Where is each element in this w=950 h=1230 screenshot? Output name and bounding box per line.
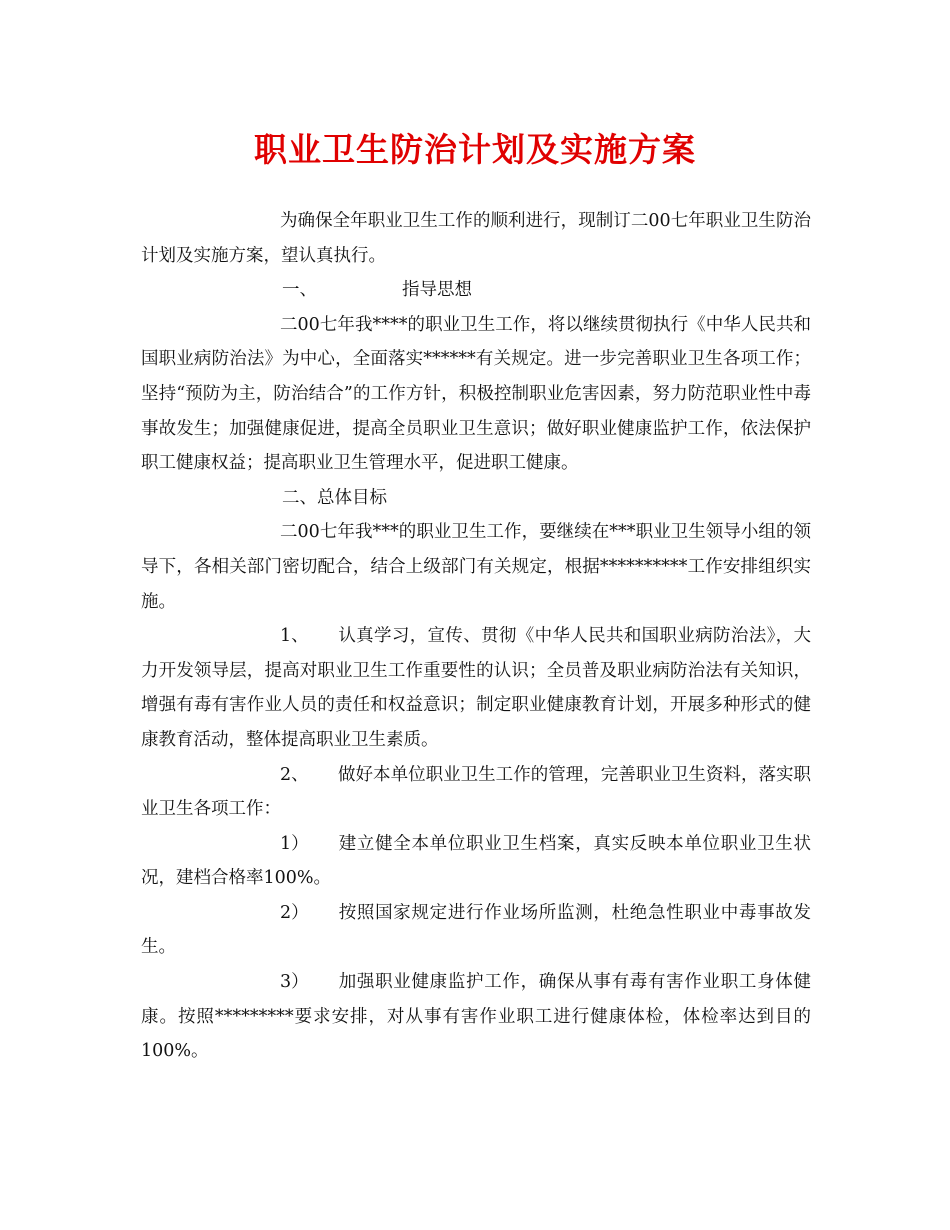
- sub-item-2: [141, 896, 811, 965]
- sub-item-3-number: 3）: [280, 972, 309, 993]
- list-item-2: [141, 758, 811, 827]
- section-1-heading: [141, 273, 811, 308]
- sub-item-1-text: 建立健全本单位职业卫生档案，真实反映本单位职业卫生状况，建档合格率100%。: [141, 833, 811, 889]
- section-2-heading: [141, 481, 811, 516]
- sub-item-2-text: 按照国家规定进行作业场所监测，杜绝急性职业中毒事故发生。: [141, 902, 811, 958]
- list-item-1-text: 认真学习，宣传、贯彻《中华人民共和国职业病防治法》，大力开发领导层，提高对职业卫生工作重要性的认识；全员普及职业病防治法有关知识，增强有毒有害作业人员的责任和权益意识；制定职业健康教育计划，开展多种形式的健康教育活动，整体提高职业卫生素质。: [141, 626, 811, 750]
- list-item-2-text: 做好本单位职业卫生工作的管理，完善职业卫生资料，落实职业卫生各项工作：: [141, 764, 811, 820]
- intro-paragraph: 为确保全年职业卫生工作的顺利进行，现制订二00七年职业卫生防治计划及实施方案，望认真执行。: [141, 211, 811, 266]
- document-title: 职业卫生防治计划及实施方案: [254, 130, 696, 169]
- section-1-title: 指导思想: [402, 280, 472, 301]
- section-1-number: 一、: [282, 280, 317, 301]
- list-item-1-number: 1、: [280, 626, 309, 647]
- sub-item-3: [141, 965, 811, 1069]
- document-body: [141, 204, 811, 1069]
- sub-item-1-number: 1）: [280, 833, 309, 854]
- section-1-paragraph: 二00七年我****的职业卫生工作，将以继续贯彻执行《中华人民共和国职业病防治法》为中心，全面落实******有关规定。进一步完善职业卫生各项工作；坚持“预防为主，防治结合”的工作方针，积极控制职业危害因素，努力防范职业性中毒事故发生；加强健康促进，提高全员职业卫生意识；做好职业健康监护工作，依法保护职工健康权益；提高职业卫生管理水平，促进职工健康。: [141, 314, 811, 474]
- list-item-2-number: 2、: [280, 764, 309, 785]
- section-2-title: 二、总体目标: [282, 487, 387, 508]
- sub-item-1: [141, 827, 811, 896]
- section-2-paragraph: 二00七年我***的职业卫生工作，要继续在***职业卫生领导小组的领导下，各相关部门密切配合，结合上级部门有关规定，根据**********工作安排组织实施。: [141, 522, 811, 612]
- sub-item-3-text: 加强职业健康监护工作，确保从事有毒有害作业职工身体健康。按照*********要求安排，对从事有害作业职工进行健康体检，体检率达到目的100%。: [141, 972, 811, 1062]
- list-item-1: [141, 619, 811, 757]
- sub-item-2-number: 2）: [280, 902, 309, 923]
